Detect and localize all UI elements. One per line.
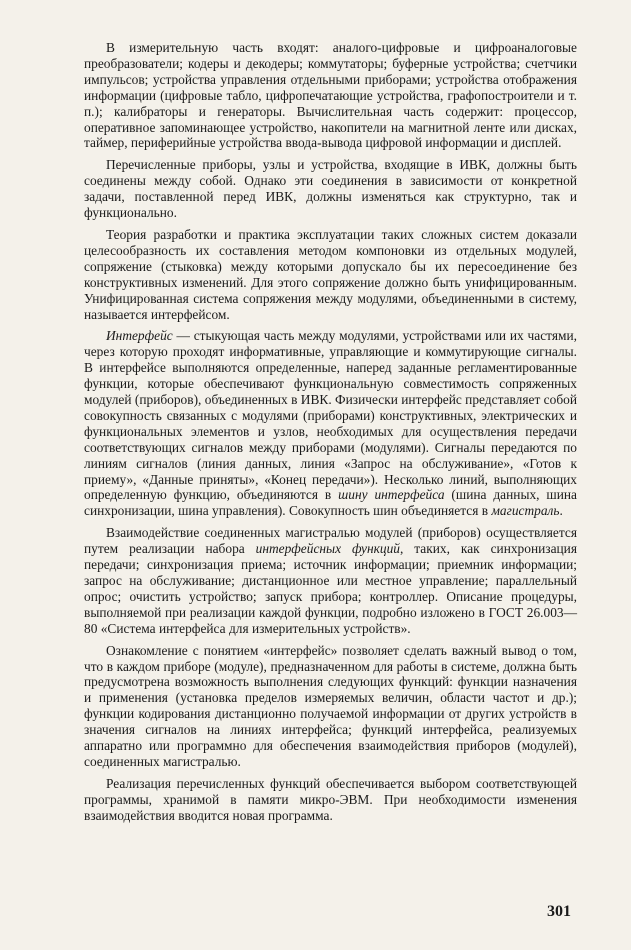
text-run: — стыкующая часть между модулями, устройствами или их частями, через которую проходят информативные, управляющие и коммутирующие сигналы. В интерфейсе выполняются определенные, наперед заданные регламентированные функции, которые обеспечивают функциональную совместимость сопряженных модулей (приборов), объединенных в ИВК. Физически интерфейс представляет собой совокупность связанных с модулями (приборами) конструктивных, электрических и функциональных элементов и узлов, необходимых для осуществления передачи соответствующих сигналов между приборами (модулями). Сигналы передаются по линиям сигналов (линия данных, линия «Запрос на обслуживание», «Готов к приему», «Данные приняты», «Конец передачи»). Несколько линий, выполняющих определенную функцию, объединяются в [84,328,577,503]
paragraph-2 [84,157,577,221]
italic-term: интерфейсных функций [255,541,400,557]
italic-term: Интерфейс [106,328,173,344]
paragraph-1 [84,40,577,151]
text-run: В измерительную часть входят: аналого-цифровые и цифроаналоговые преобразователи; кодеры и декодеры; коммутаторы; буферные устройства; счетчики импульсов; устройства управления отдельными приборами; устройства отображения информации (цифровые табло, цифропечатающие устройства, графопостроители и т. п.); калибраторы и генераторы. Вычислительная часть содержит: процессор, оперативное запоминающее устройство, накопители на магнитной ленте или дисках, таймер, периферийные устройства ввода-вывода цифровой информации и дисплей. [84,40,577,151]
italic-term: магистраль [491,503,560,519]
italic-term: шину интерфейса [338,487,445,503]
text-run: (шина данных, шина синхронизации, шина управления). Совокупность шин объединяется в [84,487,577,519]
text-run: Ознакомление с понятием «интерфейс» позволяет сделать важный вывод о том, что в каждом приборе (модуле), предназначенном для работы в системе, должна быть предусмотрена возможность выполнения следующих функций: функции назначения и применения (установка пределов измеряемых величин, области частот и др.); функции кодирования дистанционно получаемой информации от других устройств в значения сигналов на линиях интерфейса; функций интерфейса, реализуемых аппаратно или программно для обеспечения взаимодействия приборов (модулей), соединенных магистралью. [84,642,577,769]
paragraph-5 [84,525,577,636]
paragraph-4 [84,328,577,519]
page-number: 301 [547,903,571,920]
text-run: . [559,503,563,519]
page-body [84,40,577,830]
paragraph-7 [84,776,577,824]
text-run: , таких, как синхронизация передачи; синхронизация приема; источник информации; приемник информации; запрос на обслуживание; дистанционное или местное управление; параллельный опрос; очистить устройство; запуск прибора; контроллер. Описание процедуры, выполняемой при реализации каждой функции, подробно изложено в ГОСТ 26.003—80 «Система интерфейса для измерительных устройств». [84,541,578,636]
text-run: Реализация перечисленных функций обеспечивается выбором соответствующей программы, хранимой в памяти микро-ЭВМ. При необходимости изменения взаимодействия вводится новая программа. [84,775,577,823]
text-run: Перечисленные приборы, узлы и устройства, входящие в ИВК, должны быть соединены между собой. Однако эти соединения в зависимости от конкретной задачи, поставленной перед ИВК, должны изменяться как структурно, так и функционально. [84,157,577,221]
text-run: Теория разработки и практика эксплуатации таких сложных систем доказали целесообразность их составления методом компоновки из отдельных модулей, сопряжение (стыковка) между которыми допускало бы их пересоединение без конструктивных изменений. Для этого сопряжение должно быть унифицированным. Унифицированная система сопряжения между модулями, объединенными в систему, называется интерфейсом. [84,226,577,322]
paragraph-3 [84,227,577,322]
paragraph-6 [84,643,577,770]
text-run: Взаимодействие соединенных магистралью модулей (приборов) осуществляется путем реализации набора [84,525,577,557]
